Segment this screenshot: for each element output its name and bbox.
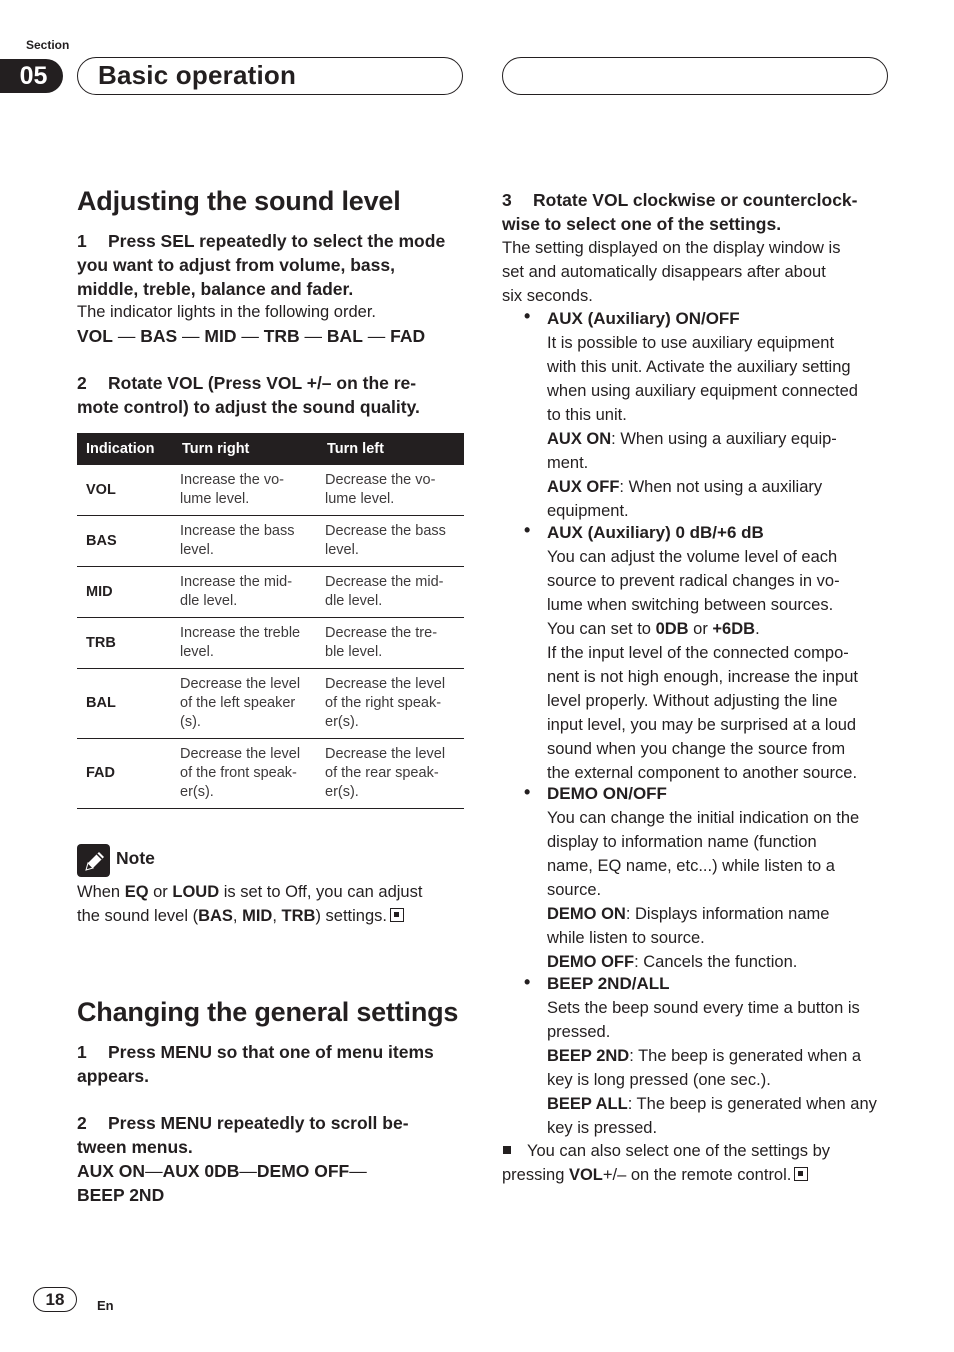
step-text: Press SEL repeatedly to select the mode bbox=[108, 231, 446, 251]
table-cell: Increase the bass level. bbox=[173, 516, 318, 567]
setting-demo-title: DEMO ON/OFF bbox=[547, 784, 667, 803]
heading-adjusting-sound-level: Adjusting the sound level bbox=[77, 186, 401, 216]
table-cell: Decrease the vo- lume level. bbox=[318, 465, 464, 516]
adjust-step-1-body: The indicator lights in the following order. bbox=[77, 303, 376, 321]
general-step-1 bbox=[77, 1040, 477, 1088]
page-title: Basic operation bbox=[98, 60, 297, 90]
step-number: 2 bbox=[77, 373, 87, 393]
order-separator: — bbox=[362, 326, 391, 346]
language-code: En bbox=[97, 1298, 114, 1313]
table-cell: Decrease the mid- dle level. bbox=[318, 567, 464, 618]
setting-demo-body: You can change the initial indication on the display to information name (function name, EQ name, etc...) while listen to a source. DEMO ON: Displays information name while listen to source. DEMO OFF: Cancels the function. bbox=[547, 809, 860, 971]
table-row bbox=[77, 516, 464, 567]
step-text: middle, treble, balance and fader. bbox=[77, 279, 354, 299]
step-text: Press MENU so that one of menu items bbox=[108, 1042, 434, 1062]
table-cell: MID bbox=[77, 567, 173, 618]
step-3-body: The setting displayed on the display window is set and automatically disappears after about six seconds. bbox=[502, 239, 841, 305]
general-step-2 bbox=[77, 1111, 477, 1207]
bullet-icon: • bbox=[524, 520, 531, 540]
page-number: 18 bbox=[33, 1287, 77, 1312]
table-header: Turn right bbox=[173, 433, 318, 465]
order-item: MID bbox=[204, 326, 237, 346]
order-item: BAS bbox=[140, 326, 178, 346]
order-separator: — bbox=[112, 326, 141, 346]
square-bullet-icon bbox=[503, 1146, 511, 1154]
setting-auxdb-title: AUX (Auxiliary) 0 dB/+6 dB bbox=[547, 523, 764, 542]
note-text: When EQ or LOUD is set to Off, you can adjust the sound level (BAS, MID, TRB) settings. bbox=[77, 883, 423, 925]
order-item: TRB bbox=[263, 326, 300, 346]
step-text: you want to adjust from volume, bass, bbox=[77, 255, 395, 275]
setting-auxdb-body: You can adjust the volume level of each source to prevent radical changes in vo- lume when switching between sources. You can set to 0DB or +6DB. If the input level of the connected compo- nent is not high enough, increase the input level properly. Without adjusting the line input level, you may be surprised at a loud sound when you change the source from the external component to another source. bbox=[547, 548, 858, 782]
table-cell: Decrease the level of the right speak- er(s). bbox=[318, 669, 464, 739]
table-cell: Decrease the tre- ble level. bbox=[318, 618, 464, 669]
adjust-step-2 bbox=[77, 371, 477, 419]
section-label: Section bbox=[26, 38, 70, 52]
table-cell: TRB bbox=[77, 618, 173, 669]
step-number: 1 bbox=[77, 1042, 87, 1062]
bullet-icon: • bbox=[524, 306, 531, 326]
indicator-order bbox=[77, 324, 425, 348]
note-label: Note bbox=[116, 848, 155, 868]
table-row bbox=[77, 465, 464, 516]
menu-sequence: BEEP 2ND bbox=[77, 1185, 165, 1205]
order-separator: — bbox=[236, 326, 264, 346]
step-text: Rotate VOL (Press VOL +/– on the re- bbox=[108, 373, 417, 393]
order-separator: — bbox=[299, 326, 327, 346]
table-cell: Decrease the level of the rear speak- er(s). bbox=[318, 739, 464, 809]
table-cell: BAL bbox=[77, 669, 173, 739]
end-mark-icon bbox=[390, 908, 404, 922]
table-row bbox=[77, 739, 464, 809]
table-row bbox=[77, 669, 464, 739]
order-item: FAD bbox=[390, 326, 426, 346]
header-right-frame bbox=[502, 57, 888, 95]
heading-changing-general-settings: Changing the general settings bbox=[77, 997, 459, 1027]
menu-sequence: AUX ON—AUX 0DB—DEMO OFF— bbox=[77, 1161, 367, 1181]
step-text: appears. bbox=[77, 1066, 149, 1086]
setting-aux-body: It is possible to use auxiliary equipment with this unit. Activate the auxiliary setting when using auxiliary equipment connected to this unit. AUX ON: When using a auxiliary equip- ment. AUX OFF: When not using a auxiliary equipment. bbox=[547, 334, 858, 520]
table-cell: Decrease the level of the front speak- er(s). bbox=[173, 739, 318, 809]
order-item: BAL bbox=[326, 326, 363, 346]
setting-beep-body: Sets the beep sound every time a button is pressed. BEEP 2ND: The beep is generated when a key is long pressed (one sec.). BEEP ALL: The beep is generated when any key is pressed. bbox=[547, 999, 877, 1137]
order-item: VOL bbox=[77, 326, 113, 346]
section-number: 05 bbox=[0, 59, 63, 93]
table-row bbox=[77, 618, 464, 669]
setting-beep-title: BEEP 2ND/ALL bbox=[547, 974, 670, 993]
setting-aux-title: AUX (Auxiliary) ON/OFF bbox=[547, 309, 740, 328]
table-cell: FAD bbox=[77, 739, 173, 809]
step-text: Press MENU repeatedly to scroll be- bbox=[108, 1113, 409, 1133]
adjust-step-1 bbox=[77, 229, 477, 301]
table-cell: Increase the treble level. bbox=[173, 618, 318, 669]
table-header: Indication bbox=[77, 433, 173, 465]
general-step-3 bbox=[502, 188, 902, 236]
note-pencil-icon bbox=[77, 844, 110, 877]
sound-level-table bbox=[77, 433, 464, 809]
step-text: Rotate VOL clockwise or counterclock- bbox=[533, 190, 858, 210]
bullet-icon: • bbox=[524, 782, 531, 802]
order-separator: — bbox=[177, 326, 205, 346]
table-cell: BAS bbox=[77, 516, 173, 567]
end-mark-icon bbox=[794, 1167, 808, 1181]
final-note-line2: pressing VOL+/– on the remote control. bbox=[502, 1163, 808, 1187]
step-number: 2 bbox=[77, 1113, 87, 1133]
step-number: 3 bbox=[502, 190, 512, 210]
table-cell: Decrease the level of the left speaker (s). bbox=[173, 669, 318, 739]
step-text: tween menus. bbox=[77, 1137, 193, 1157]
table-row bbox=[77, 567, 464, 618]
table-cell: Decrease the bass level. bbox=[318, 516, 464, 567]
table-cell: Increase the mid- dle level. bbox=[173, 567, 318, 618]
step-text: mote control) to adjust the sound quality. bbox=[77, 397, 420, 417]
bullet-icon: • bbox=[524, 972, 531, 992]
table-cell: VOL bbox=[77, 465, 173, 516]
step-number: 1 bbox=[77, 231, 87, 251]
table-cell: Increase the vo- lume level. bbox=[173, 465, 318, 516]
step-text: wise to select one of the settings. bbox=[502, 214, 782, 234]
final-note-line1: You can also select one of the settings by bbox=[527, 1142, 831, 1160]
table-header: Turn left bbox=[318, 433, 464, 465]
